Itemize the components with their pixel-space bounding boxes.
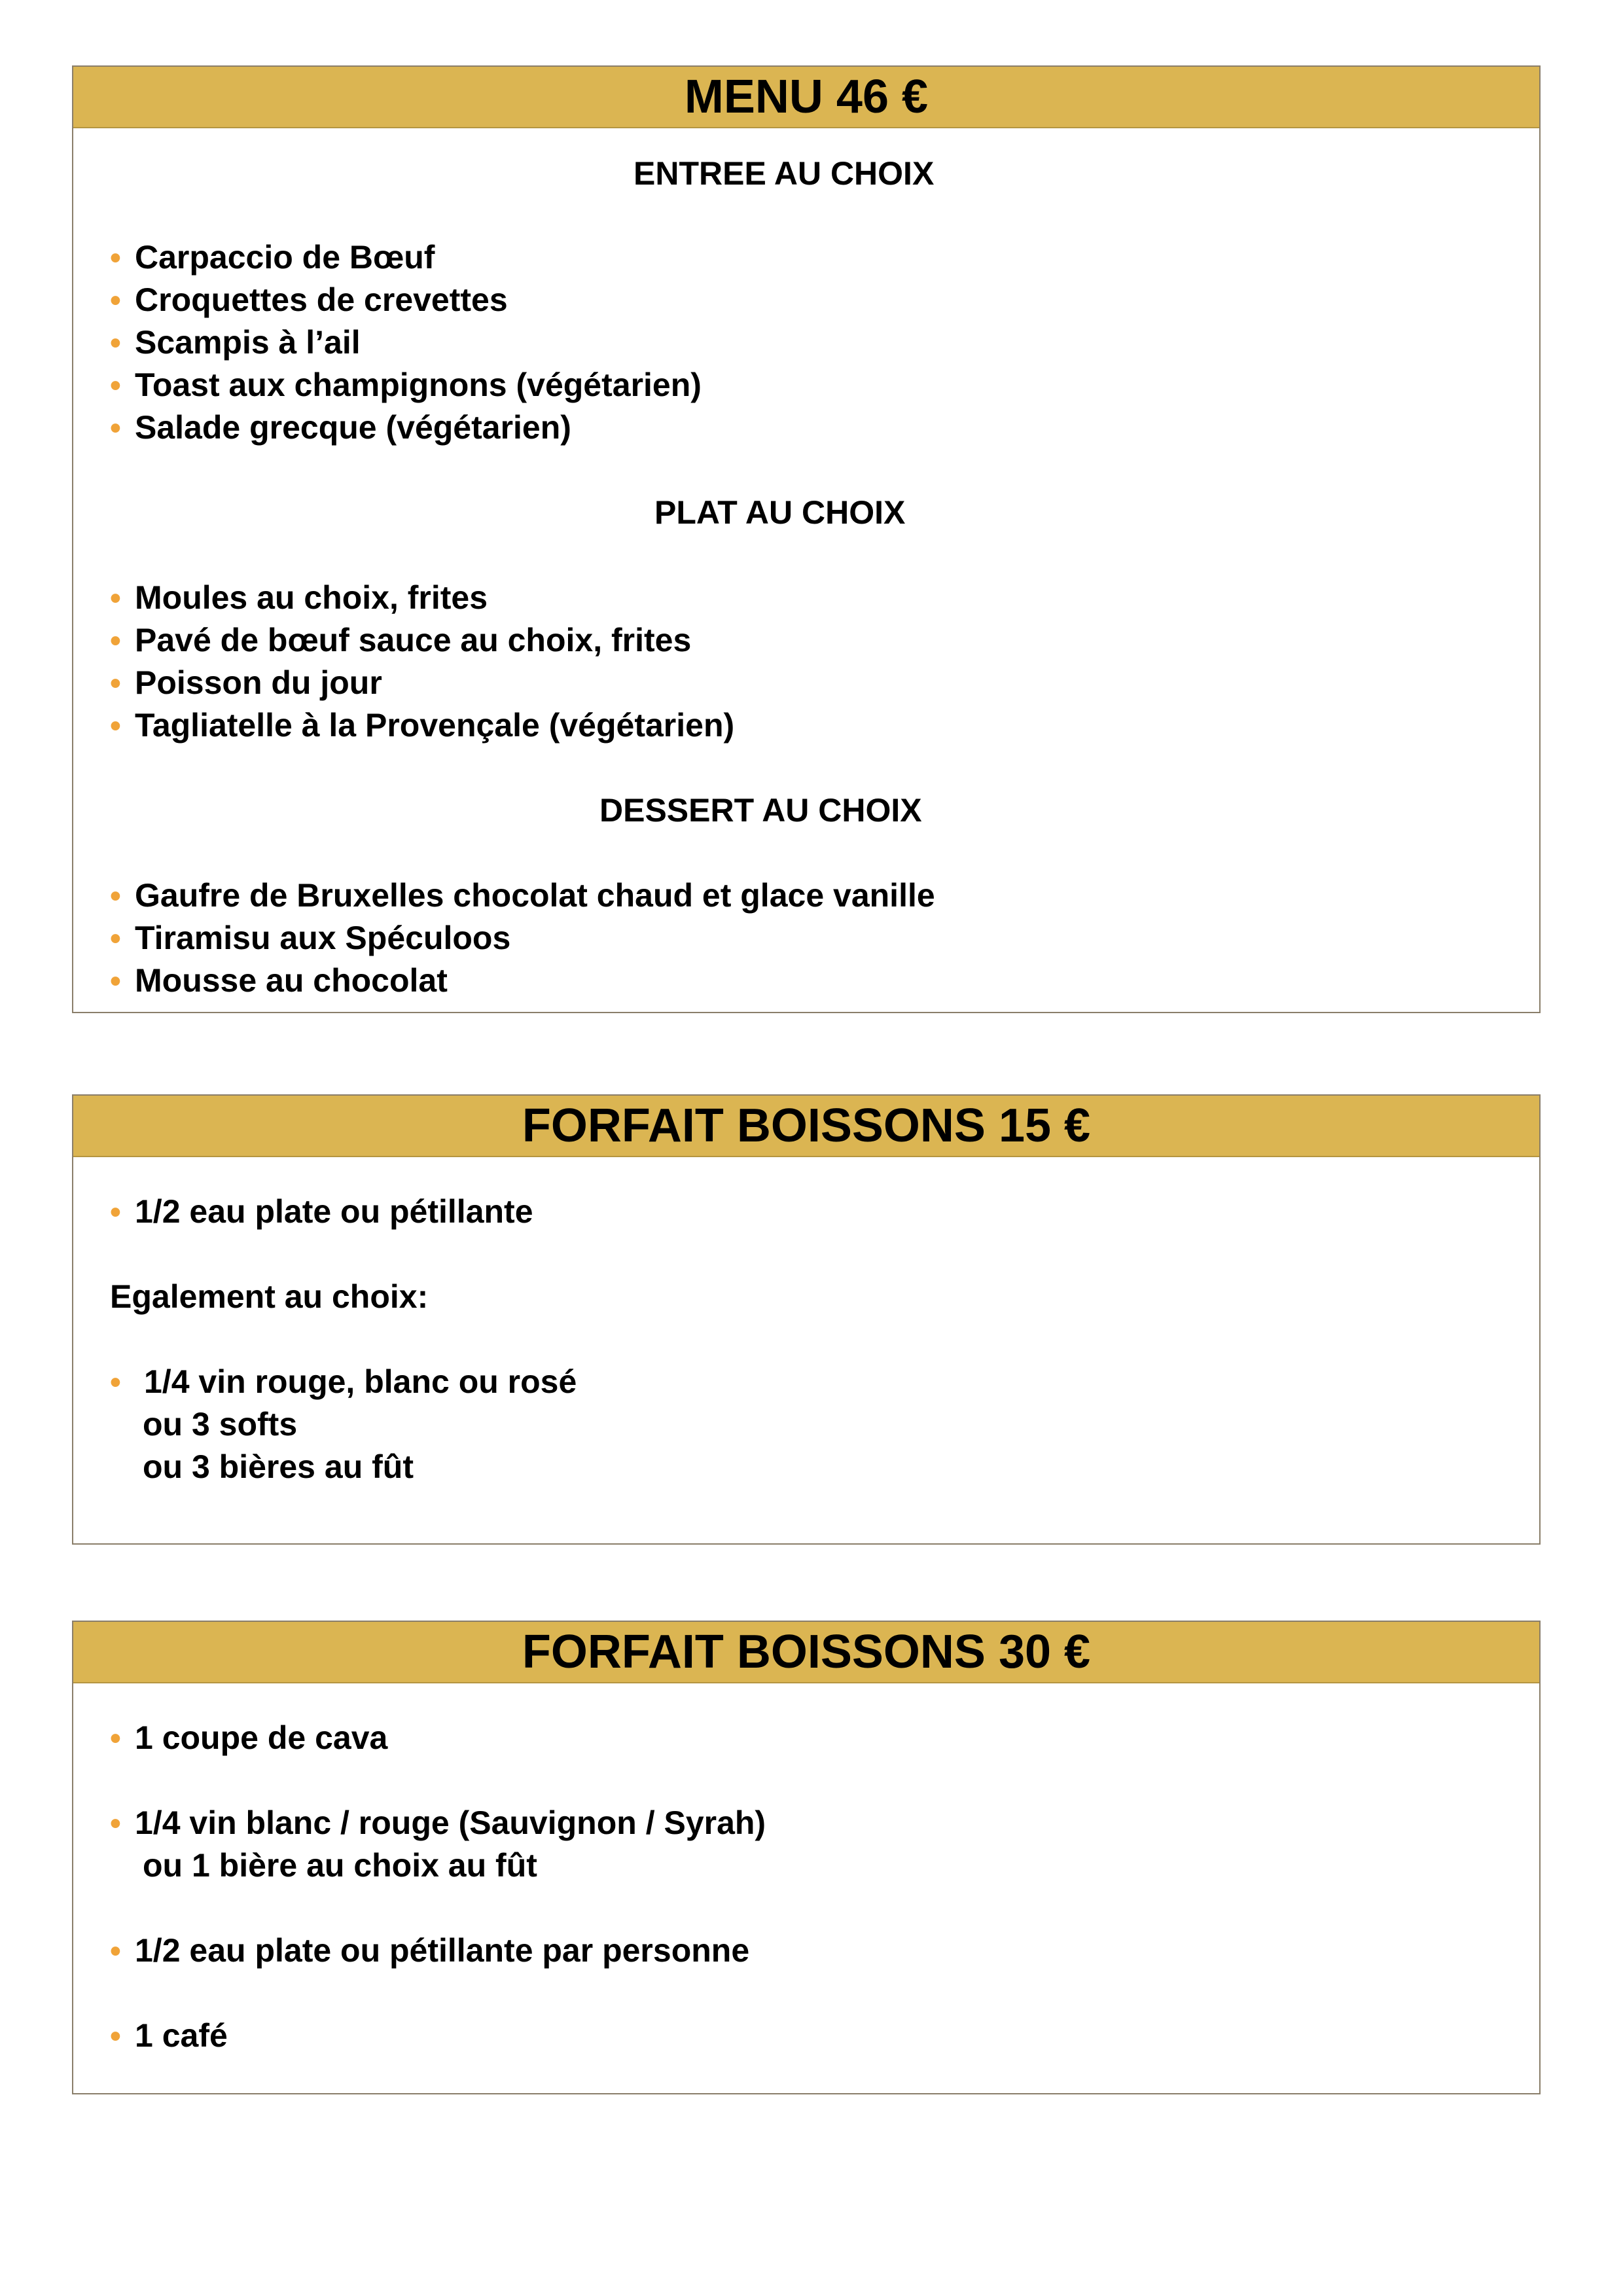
bullet-icon: • <box>110 581 121 616</box>
bullet-icon: • <box>110 1195 121 1230</box>
menu-46-box <box>72 65 1541 1013</box>
also-choice-label: Egalement au choix: <box>110 1278 429 1315</box>
bullet-icon: • <box>110 283 121 318</box>
list-item: • 1 café <box>110 2017 228 2054</box>
list-item: • 1 coupe de cava <box>110 1719 388 1756</box>
dessert-section-title: DESSERT AU CHOIX <box>599 792 922 829</box>
list-item: • 1/2 eau plate ou pétillante par personne <box>110 1932 750 1969</box>
list-item: • Poisson du jour <box>110 664 382 701</box>
list-item-continuation: ou 1 bière au choix au fût <box>143 1847 537 1884</box>
list-item: • 1/4 vin blanc / rouge (Sauvignon / Syrah) <box>110 1804 766 1841</box>
bullet-icon: • <box>110 709 121 744</box>
list-item: • Tiramisu aux Spéculoos <box>110 920 511 956</box>
bullet-icon: • <box>110 666 121 701</box>
list-item: • Carpaccio de Bœuf <box>110 239 435 276</box>
boissons-15-box <box>72 1094 1541 1545</box>
list-item: • Pavé de bœuf sauce au choix, frites <box>110 622 692 658</box>
list-item: • Salade grecque (végétarien) <box>110 409 571 446</box>
bullet-icon: • <box>110 368 121 403</box>
list-item: • Scampis à l’ail <box>110 324 361 361</box>
plat-section-title: PLAT AU CHOIX <box>654 494 906 531</box>
list-item: • 1/4 vin rouge, blanc ou rosé <box>110 1363 577 1400</box>
bullet-icon: • <box>110 411 121 446</box>
menu-46-title: MENU 46 € <box>73 67 1539 128</box>
bullet-icon: • <box>110 1934 121 1969</box>
bullet-icon: • <box>110 1721 121 1756</box>
list-item: • Tagliatelle à la Provençale (végétarien) <box>110 707 735 744</box>
list-item: • Toast aux champignons (végétarien) <box>110 367 702 403</box>
list-item: • Gaufre de Bruxelles chocolat chaud et glace vanille <box>110 877 935 914</box>
boissons-15-title: FORFAIT BOISSONS 15 € <box>73 1096 1539 1157</box>
bullet-icon: • <box>110 624 121 658</box>
list-item-continuation: ou 3 softs <box>143 1406 298 1443</box>
bullet-icon: • <box>110 922 121 956</box>
bullet-icon: • <box>110 1806 121 1841</box>
list-item: • Mousse au chocolat <box>110 962 448 999</box>
bullet-icon: • <box>110 241 121 276</box>
bullet-icon: • <box>110 1365 121 1400</box>
list-item: • Croquettes de crevettes <box>110 281 508 318</box>
boissons-30-box <box>72 1621 1541 2094</box>
bullet-icon: • <box>110 879 121 914</box>
boissons-30-title: FORFAIT BOISSONS 30 € <box>73 1622 1539 1683</box>
entree-section-title: ENTREE AU CHOIX <box>633 155 935 192</box>
bullet-icon: • <box>110 2019 121 2054</box>
list-item: • 1/2 eau plate ou pétillante <box>110 1193 533 1230</box>
bullet-icon: • <box>110 326 121 361</box>
list-item-continuation: ou 3 bières au fût <box>143 1448 414 1485</box>
list-item: • Moules au choix, frites <box>110 579 488 616</box>
bullet-icon: • <box>110 964 121 999</box>
